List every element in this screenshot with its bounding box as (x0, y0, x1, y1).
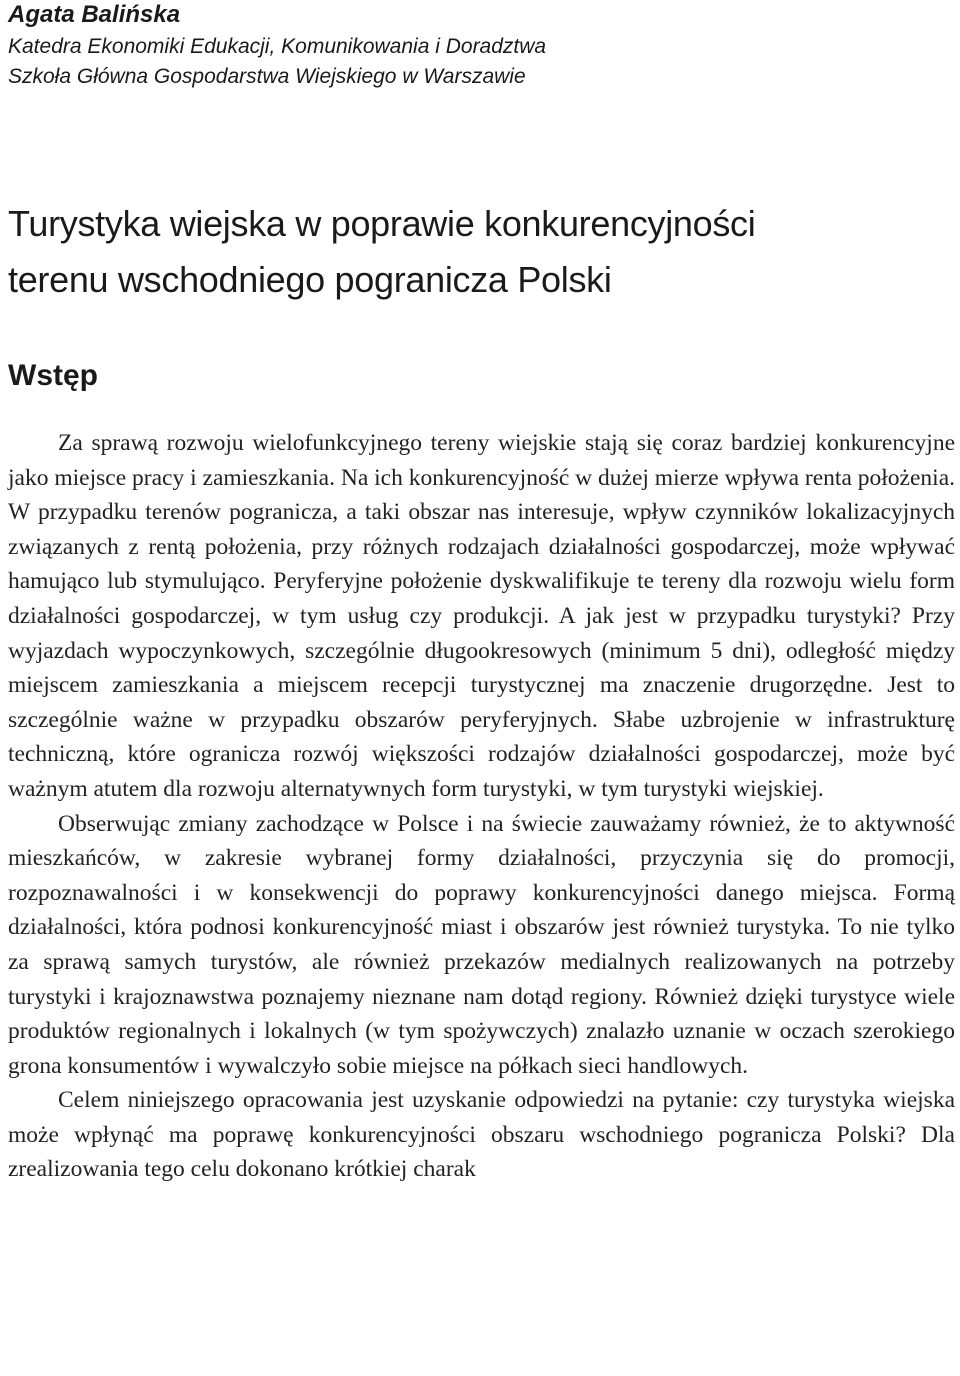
title-line-2: terenu wschodniego pogranicza Polski (8, 259, 612, 300)
article-title (8, 196, 958, 308)
section-heading: Wstęp (8, 359, 98, 392)
article-body (8, 426, 955, 1187)
affiliation-university: Szkoła Główna Gospodarstwa Wiejskiego w Warszawie (8, 65, 526, 88)
paragraph-1: Za sprawą rozwoju wielofunkcyjnego tereny wiejskie stają się coraz bardziej konkurencyjne jako miejsce pracy i zamieszkania. Na ich konkurencyjność w dużej mierze wpływa renta położenia. W przypadku terenów pogranicza, a taki obszar nas interesuje, wpływ czynników lokalizacyjnych związanych z rentą położenia, przy różnych rodzajach działalności gospodarczej, może wpływać hamująco lub stymulująco. Peryferyjne położenie dyskwalifikuje te tereny dla rozwoju wielu form działalności gospodarczej, w tym usług czy produkcji. A jak jest w przypadku turystyki? Przy wyjazdach wypoczynkowych, szczególnie długookresowych (minimum 5 dni), odległość między miejscem zamieszkania a miejscem recepcji turystycznej ma znaczenie drugorzędne. Jest to szczególnie ważne w przypadku obszarów peryferyjnych. Słabe uzbrojenie w infrastrukturę techniczną, które ogranicza rozwój większości rodzajów działalności gospodarczej, może być ważnym atutem dla rozwoju alternatywnych form turystyki, w tym turystyki wiejskiej. (8, 430, 955, 802)
paragraph-3: Celem niniejszego opracowania jest uzyskanie odpowiedzi na pytanie: czy turystyka wiejska może wpłynąć ma poprawę konkurencyjności obszaru wschodniego pogranicza Polski? Dla zrealizowania tego celu dokonano krótkiej charak (8, 1087, 955, 1183)
author-name: Agata Balińska (8, 1, 181, 28)
affiliation-department: Katedra Ekonomiki Edukacji, Komunikowania i Doradztwa (8, 35, 547, 58)
title-line-1: Turystyka wiejska w poprawie konkurencyjności (8, 203, 756, 244)
paragraph-2: Obserwując zmiany zachodzące w Polsce i na świecie zauważamy również, że to aktywność mieszkańców, w zakresie wybranej formy działalności, przyczynia się do promocji, rozpoznawalności i w konsekwencji do poprawy konkurencyjności danego miejsca. Formą działalności, która podnosi konkurencyjność miast i obszarów jest również turystyka. To nie tylko za sprawą samych turystów, ale również przekazów medialnych realizowanych na potrzeby turystyki i krajoznawstwa poznajemy nieznane nam dotąd regiony. Również dzięki turystyce wiele produktów regionalnych i lokalnych (w tym spożywczych) znalazło uznanie w oczach szerokiego grona konsumentów i wywalczyło sobie miejsce na półkach sieci handlowych. (8, 810, 955, 1079)
